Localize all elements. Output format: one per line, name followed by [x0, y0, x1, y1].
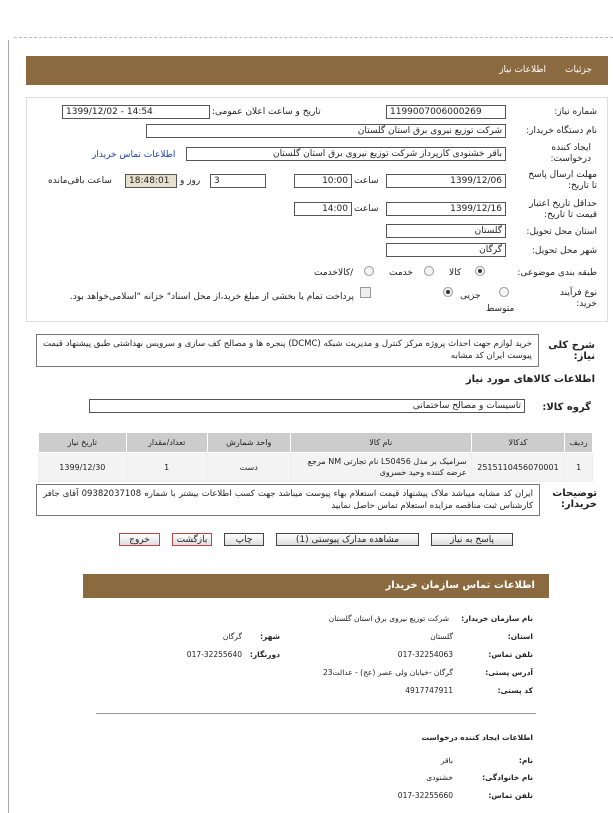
postal-value: 4917747911 [405, 686, 453, 695]
need-number-field: 1199007006000269 [386, 105, 506, 119]
description-text: خرید لوازم جهت احداث پروژه مرکز کنترل و مدیریت شبکه (DCMC) پنجره ها و مصالح کف سازی و سرویس بهداشتی طبق پیشنهاد قیمت پیوست ایران کد مشابه [36, 334, 539, 367]
back-button[interactable]: بازگشت [172, 533, 212, 546]
category-both-label: /کالاخدمت [314, 268, 354, 278]
creator-phone-label: تلفن تماس: [488, 791, 533, 800]
validity-label: حداقل تاریخ اعتبار قیمت تا تاریخ: [529, 199, 597, 220]
deadline-time-label: ساعت [354, 176, 379, 186]
days-label: روز و [180, 176, 201, 186]
col-header-row: ردیف [565, 433, 593, 453]
contact-city-label: شهر: [260, 632, 280, 641]
print-button[interactable]: چاپ [224, 533, 264, 546]
col-header-date: تاریخ نیاز [39, 433, 127, 453]
creator-label: ایجاد کننده درخواست: [550, 143, 591, 164]
page-header [26, 56, 608, 85]
validity-date-field: 1399/12/16 [386, 202, 506, 216]
buyer-label: نام دستگاه خریدار: [526, 126, 597, 136]
category-service-label: خدمت [389, 268, 413, 278]
contact-province-value: گلستان [430, 632, 453, 641]
left-divider [8, 40, 9, 813]
postal-label: کد پستی: [497, 686, 533, 695]
process-medium-label: متوسط [486, 304, 515, 314]
address-label: آدرس پستی: [485, 668, 533, 677]
goods-group-label: گروه کالا: [542, 402, 591, 413]
city-label: شهر محل تحویل: [531, 246, 597, 256]
description-label: شرح کلی نیاز: [548, 340, 595, 362]
category-goods-radio[interactable] [475, 266, 485, 276]
col-header-unit: واحد شمارش [207, 433, 290, 453]
remaining-time-field: 18:48:01 [125, 174, 177, 188]
deadline-date-field: 1399/12/06 [386, 174, 506, 188]
process-small-radio[interactable] [443, 287, 453, 297]
header-need-info: اطلاعات نیاز [499, 65, 546, 75]
cell-date: 1399/12/30 [39, 453, 127, 482]
creator-name-value: باقر [440, 756, 453, 765]
treasury-payment-note: پرداخت تمام یا بخشی از مبلغ خرید،از محل اسناد" خزانه "اسلامی‌خواهد بود. [69, 292, 354, 302]
creator-section-title: اطلاعات ایجاد کننده درخواست [421, 733, 533, 742]
need-number-label: شماره نیاز: [554, 107, 597, 117]
buyer-notes-label: توضیحات خریدار: [552, 488, 597, 510]
org-label: نام سازمان خریدار: [461, 614, 533, 623]
phone-label: تلفن تماس: [488, 650, 533, 659]
creator-phone-value: 017-32255660 [397, 791, 453, 800]
buyer-field: شرکت توزیع نیروی برق استان گلستان [146, 124, 506, 138]
contact-province-label: استان: [507, 632, 533, 641]
category-both-radio[interactable] [364, 266, 374, 276]
province-label: استان محل تحویل: [526, 227, 597, 237]
deadline-time-field: 10:00 [294, 174, 352, 188]
creator-field: باقر خشنودی کارپرداز شرکت توزیع نیروی برق استان گلستان [186, 147, 506, 161]
org-value: شرکت توزیع نیروی برق استان گلستان [328, 614, 449, 623]
goods-section-title: اطلاعات کالاهای مورد نیاز [465, 374, 595, 385]
buyer-notes-text: ایران کد مشابه میباشد ملاک پیشنهاد قیمت استعلام بهاء پیوست میباشد جهت کسب اطلاعات بیشتر با شماره 09382037108 آقای جافر کارشناس ثبت مناقصه مزایده استعلام تماس حاصل نمایید [36, 484, 540, 516]
header-details: جزئیات [565, 65, 592, 75]
process-medium-radio[interactable] [499, 287, 509, 297]
category-label: طبقه بندی موضوعی: [517, 268, 597, 278]
validity-time-label: ساعت [354, 204, 379, 214]
table-header-row [39, 433, 593, 453]
announce-field: 1399/12/02 - 14:54 [62, 105, 210, 119]
cell-row: 1 [565, 453, 593, 482]
creator-family-value: خشنودی [426, 773, 453, 782]
city-field: گرگان [386, 243, 506, 257]
days-field: 3 [210, 174, 266, 188]
remaining-label: ساعت باقی‌مانده [48, 176, 112, 186]
col-header-code: کدکالا [471, 433, 565, 453]
cell-name: سرامیک بر مدل L50456 نام تجارتی NM مرجع عرضه کننده وحید خسروی [290, 453, 471, 482]
cell-unit: دست [207, 453, 290, 482]
attachments-button[interactable]: مشاهده مدارک پیوستی (1) [276, 533, 419, 546]
category-goods-label: کالا [449, 268, 462, 278]
contact-city-value: گرگان [222, 632, 242, 641]
top-divider [14, 37, 613, 38]
contact-divider [96, 713, 536, 714]
validity-time-field: 14:00 [294, 202, 352, 216]
contact-title: اطلاعات تماس سازمان خریدار [385, 580, 535, 591]
goods-group-field: تاسیسات و مصالح ساختمانی [89, 399, 525, 413]
process-small-label: جزیی [460, 291, 481, 301]
deadline-label: مهلت ارسال پاسخ تا تاریخ: [528, 170, 597, 191]
fax-value: 017-32255640 [186, 650, 242, 659]
reply-button[interactable]: پاسخ به نیاز [431, 533, 513, 546]
creator-name-label: نام: [518, 756, 533, 765]
col-header-name: نام کالا [290, 433, 471, 453]
contact-header [83, 574, 549, 598]
province-field: گلستان [386, 224, 506, 238]
category-service-radio[interactable] [424, 266, 434, 276]
process-label: نوع فرآیند خرید: [559, 288, 597, 309]
table-row[interactable] [39, 453, 593, 482]
treasury-payment-checkbox[interactable] [360, 287, 371, 298]
phone-value: 017-32254063 [397, 650, 453, 659]
cell-qty: 1 [126, 453, 207, 482]
fax-label: دورنگار: [249, 650, 280, 659]
exit-button[interactable]: خروج [119, 533, 160, 546]
creator-family-label: نام خانوادگی: [482, 773, 533, 782]
address-value: گرگان -خیابان ولی عصر (عج) - عدالت23 [323, 668, 453, 677]
goods-table [38, 432, 593, 482]
buyer-contact-link[interactable]: اطلاعات تماس خریدار [92, 150, 176, 160]
announce-label: تاریخ و ساعت اعلان عمومی: [212, 107, 321, 117]
cell-code: 2515110456070001 [471, 453, 565, 482]
col-header-qty: تعداد/مقدار [126, 433, 207, 453]
